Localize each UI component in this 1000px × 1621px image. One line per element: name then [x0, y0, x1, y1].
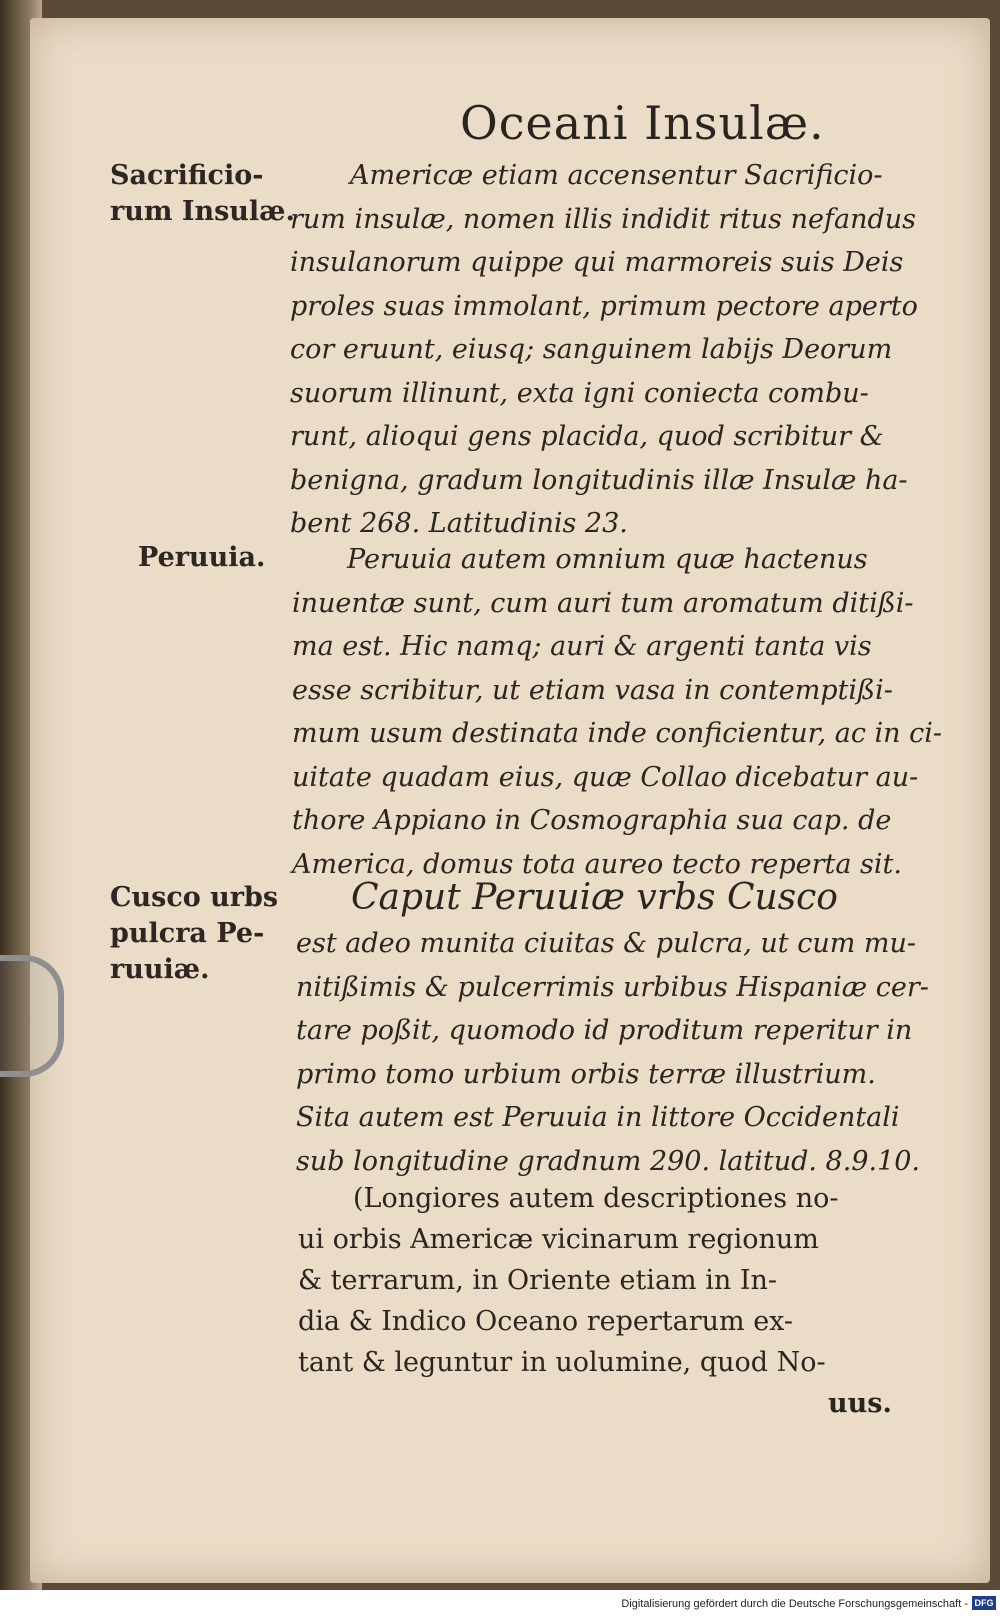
book-page — [30, 18, 990, 1583]
text-line: runt, alioqui gens placida, quod scribitur & — [290, 421, 884, 452]
paragraph-peruuia — [292, 538, 942, 886]
text-line: Americæ etiam accensentur Sacrificio- — [350, 160, 883, 191]
text-line: thore Appiano in Cosmographia sua cap. de — [292, 805, 892, 836]
text-line: esse scribitur, ut etiam vasa in contemptißi- — [292, 674, 893, 706]
text-line: dia & Indico Oceano repertarum ex- — [298, 1306, 794, 1337]
text-line: Peruuia autem omnium quæ hactenus — [347, 544, 868, 575]
text-line: (Longiores autem descriptiones no- — [353, 1183, 839, 1214]
text-line: ui orbis Americæ vicinarum regionum — [298, 1224, 819, 1255]
text-line: proles suas immolant, primum pectore aperto — [290, 290, 918, 322]
catchword: uus. — [828, 1388, 892, 1419]
margin-note-peruuia: Peruuia. — [138, 542, 266, 573]
text-line: sub longitudine gradnum 290. latitud. 8.9.10. — [296, 1145, 921, 1177]
text-line: uitate quadam eius, quæ Collao dicebatur au- — [292, 761, 919, 793]
text-line: ma est. Hic namq; auri & argenti tanta vis — [292, 631, 872, 662]
text-line: benigna, gradum longitudinis illæ Insulæ ha- — [290, 464, 908, 496]
text-line: rum insulæ, nomen illis indidit ritus nefandus — [290, 203, 916, 235]
text-line: & terrarum, in Oriente etiam in In- — [298, 1265, 778, 1296]
text-line: Sita autem est Peruuia in littore Occidentali — [296, 1102, 900, 1133]
text-line: America, domus tota aureo tecto reperta sit. — [292, 848, 902, 880]
text-line: Caput Peruuiæ vrbs Cusco — [351, 877, 838, 918]
text-line: suorum illinunt, exta igni coniecta combu- — [290, 377, 869, 409]
page-title: Oceani Insulæ. — [460, 96, 825, 150]
paragraph-longiores — [298, 1178, 892, 1424]
text-line: inuentæ sunt, cum auri tum aromatum ditißi- — [292, 587, 914, 619]
text-line: primo tomo urbium orbis terræ illustrium. — [296, 1058, 876, 1090]
text-line: mum usum destinata inde conficientur, ac in ci- — [292, 718, 943, 749]
text-line: nitißimis & pulcerrimis urbibus Hispaniæ cer- — [296, 971, 929, 1003]
footer-credit: Digitalisierung gefördert durch die Deutsche Forschungsgemeinschaft - — [621, 1598, 968, 1610]
text-line: tant & leguntur in uolumine, quod No- — [298, 1347, 826, 1378]
dfg-logo: DFG — [972, 1596, 996, 1610]
paragraph-sacrificiorum — [290, 154, 918, 546]
digitization-footer — [0, 1590, 1000, 1621]
text-line: cor eruunt, eiusq; sanguinem labijs Deorum — [290, 334, 893, 365]
text-line: tare poßit, quomodo id proditum reperitur in — [296, 1015, 913, 1046]
text-line: insulanorum quippe qui marmoreis suis Deis — [290, 247, 904, 278]
margin-note-sacrificiorum: Sacrificio- rum Insulæ. — [110, 160, 295, 227]
text-line: est adeo munita ciuitas & pulcra, ut cum mu- — [296, 928, 917, 959]
text-line: bent 268. Latitudinis 23. — [290, 508, 628, 539]
margin-note-cusco: Cusco urbs pulcra Pe- ruuiæ. — [110, 882, 279, 985]
page-clip — [0, 955, 64, 1077]
paragraph-cusco — [296, 874, 929, 1183]
